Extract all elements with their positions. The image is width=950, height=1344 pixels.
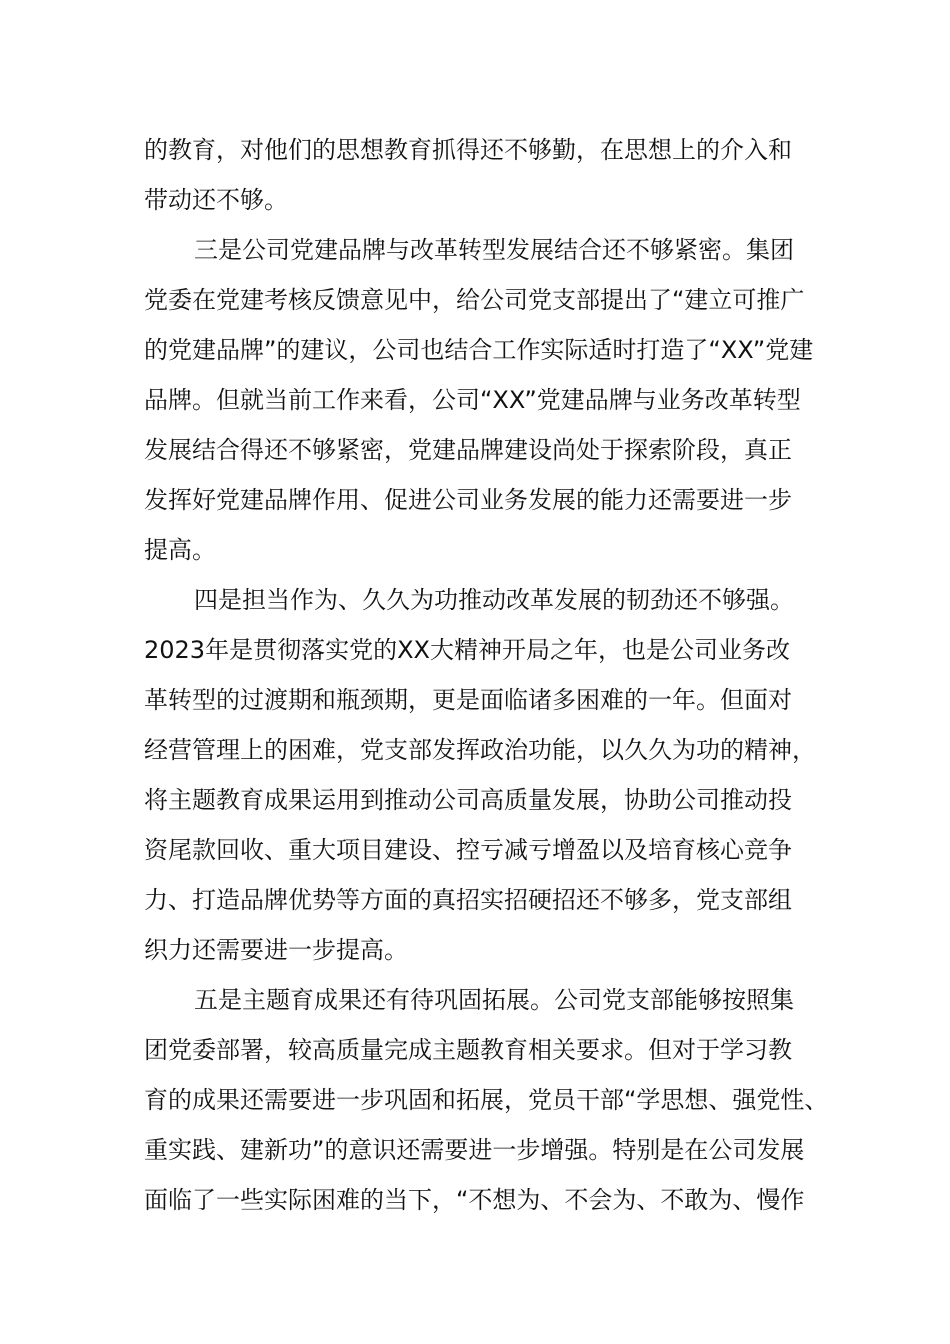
text-line: 革转型的过渡期和瓶颈期，更是面临诸多困难的一年。但面对 <box>144 686 792 714</box>
text-line: 品牌。但就当前工作来看，公司“XX”党建品牌与业务改革转型 <box>144 386 801 414</box>
text-line: 团党委部署，较高质量完成主题教育相关要求。但对于学习教 <box>144 1036 792 1064</box>
text-line: 面临了一些实际困难的当下，“不想为、不会为、不敢为、慢作 <box>144 1186 805 1214</box>
text-line: 育的成果还需要进一步巩固和拓展，党员干部“学思想、强党性、 <box>144 1086 829 1114</box>
paragraph-4-start: 四是担当作为、久久为功推动改革发展的韧劲还不够强。 <box>194 586 794 614</box>
text-line: 经营管理上的困难，党支部发挥政治功能，以久久为功的精神， <box>144 736 816 764</box>
text-line: 将主题教育成果运用到推动公司高质量发展，协助公司推动投 <box>144 786 792 814</box>
text-line: 2023年是贯彻落实党的XX大精神开局之年，也是公司业务改 <box>144 636 790 664</box>
text-line: 党委在党建考核反馈意见中，给公司党支部提出了“建立可推广 <box>144 286 805 314</box>
text-line: 提高。 <box>144 536 216 564</box>
text-line: 重实践、建新功”的意识还需要进一步增强。特别是在公司发展 <box>144 1136 805 1164</box>
text-line: 织力还需要进一步提高。 <box>144 936 408 964</box>
text-line: 发挥好党建品牌作用、促进公司业务发展的能力还需要进一步 <box>144 486 792 514</box>
text-line: 力、打造品牌优势等方面的真招实招硬招还不够多，党支部组 <box>144 886 792 914</box>
paragraph-5-start: 五是主题育成果还有待巩固拓展。公司党支部能够按照集 <box>194 986 794 1014</box>
text-line: 带动还不够。 <box>144 186 288 214</box>
text-line: 资尾款回收、重大项目建设、控亏减亏增盈以及培育核心竞争 <box>144 836 792 864</box>
text-line: 发展结合得还不够紧密，党建品牌建设尚处于探索阶段，真正 <box>144 436 792 464</box>
paragraph-3-start: 三是公司党建品牌与改革转型发展结合还不够紧密。集团 <box>194 236 794 264</box>
text-line: 的党建品牌”的建议，公司也结合工作实际适时打造了“XX”党建 <box>144 336 814 364</box>
text-line: 的教育，对他们的思想教育抓得还不够勤，在思想上的介入和 <box>144 136 792 164</box>
